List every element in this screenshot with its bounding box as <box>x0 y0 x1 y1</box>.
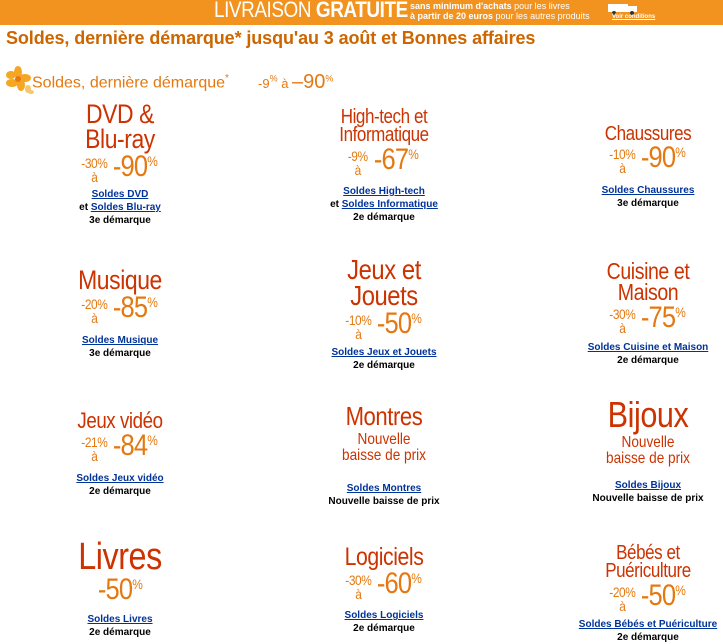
link-soldes-dvd[interactable]: Soldes DVD <box>91 188 149 200</box>
tile-logiciels <box>284 543 484 635</box>
flower-icon <box>6 64 34 98</box>
tile-links <box>20 334 220 347</box>
free-shipping-banner[interactable] <box>0 0 723 25</box>
tile-livres <box>20 536 220 639</box>
discount-range: -50% <box>97 572 143 606</box>
markdown-status: Nouvelle baisse de prix <box>592 493 704 505</box>
link-soldes-jeux-jouets[interactable]: Soldes Jeux et Jouets <box>331 346 437 358</box>
tile-links <box>548 184 723 197</box>
link-soldes-chaussures[interactable]: Soldes Chaussures <box>601 185 695 197</box>
discount-range: -21% à -84% <box>81 429 158 465</box>
category-name: Jeux vidéo <box>77 408 163 433</box>
tile-bijoux <box>548 394 723 505</box>
category-name: Jeux et Jouets <box>347 254 421 311</box>
discount-range: -30% à -60% <box>345 567 422 602</box>
discount-range: -20% à -85% <box>81 290 158 326</box>
page-title: Soldes, dernière démarque* jusqu'au 3 août et Bonnes affaires <box>6 28 536 48</box>
discount-range: -10% à -50% <box>345 306 422 342</box>
tile-links <box>20 613 220 626</box>
tile-montres <box>284 401 484 508</box>
promo-text: Nouvelle baisse de prix <box>342 430 426 464</box>
category-name: Bijoux <box>607 394 689 435</box>
category-name: Bébés et Puériculture <box>605 542 691 583</box>
link-soldes-bijoux[interactable]: Soldes Bijoux <box>614 480 682 492</box>
tile-links <box>284 482 484 495</box>
discount-range: -9% à -67% <box>348 142 418 178</box>
discount-range: -30% à -75% <box>609 301 686 337</box>
markdown-status: 3e démarque <box>89 214 151 226</box>
category-name: DVD & Blu-ray <box>85 99 155 154</box>
link-soldes-livres[interactable]: Soldes Livres <box>87 613 153 625</box>
tile-links: Soldes High-tech et Soldes Informatique <box>330 185 438 210</box>
tile-chaussures <box>548 125 723 210</box>
tile-jeux-video <box>20 408 220 498</box>
banner-headline: LIVRAISON GRATUITE <box>214 0 408 22</box>
category-name: Musique <box>78 265 162 295</box>
markdown-status: Nouvelle baisse de prix <box>328 495 440 507</box>
tile-links: Soldes DVD et Soldes Blu-ray <box>79 188 161 213</box>
tile-dvd-bluray <box>20 99 220 227</box>
tile-links <box>548 341 723 354</box>
discount-range: -10% à -90% <box>609 141 686 177</box>
category-name: Livres <box>78 536 162 578</box>
banner-conditions-text: sans minimum d'achats pour les livres à partir de 20 euros pour les autres produits <box>410 1 590 21</box>
link-soldes-musique[interactable]: Soldes Musique <box>81 334 159 346</box>
markdown-status: 2e démarque <box>617 355 679 367</box>
tile-cuisine-maison <box>548 258 723 367</box>
category-name: Logiciels <box>344 543 424 571</box>
link-soldes-bebes-puericulture[interactable]: Soldes Bébés et Puériculture <box>578 618 718 630</box>
tile-high-tech <box>284 108 484 224</box>
link-soldes-cuisine-maison[interactable]: Soldes Cuisine et Maison <box>587 342 709 354</box>
discount-range: -20% à -50% <box>609 578 686 614</box>
see-conditions-link[interactable]: Voir conditions <box>612 14 656 20</box>
tile-links <box>548 618 723 631</box>
tile-bebes-puericulture <box>548 544 723 644</box>
category-name: Montres <box>345 401 423 431</box>
markdown-status: 3e démarque <box>617 198 679 210</box>
link-soldes-informatique[interactable]: Soldes Informatique <box>341 198 438 210</box>
tile-links <box>20 472 220 485</box>
markdown-status: 3e démarque <box>89 347 151 359</box>
markdown-status: 2e démarque <box>353 211 415 223</box>
tile-links <box>548 479 723 492</box>
section-title: Soldes, dernière démarque* <box>32 73 229 92</box>
link-soldes-high-tech[interactable]: Soldes High-tech <box>343 185 425 197</box>
link-soldes-logiciels[interactable]: Soldes Logiciels <box>344 610 424 621</box>
link-soldes-montres[interactable]: Soldes Montres <box>346 482 422 494</box>
markdown-status: 2e démarque <box>89 486 151 498</box>
link-soldes-jeux-video[interactable]: Soldes Jeux vidéo <box>76 473 164 485</box>
section-discount-range: -9% à –90% <box>258 71 334 93</box>
markdown-status: 2e démarque <box>353 623 415 634</box>
category-name: Cuisine et Maison <box>606 258 690 306</box>
tile-jeux-jouets <box>284 254 484 372</box>
link-soldes-bluray[interactable]: Soldes Blu-ray <box>90 201 161 213</box>
markdown-status: 2e démarque <box>617 631 679 643</box>
tile-links <box>284 346 484 359</box>
discount-range: -30% à -90% <box>81 149 158 185</box>
tile-musique <box>20 265 220 360</box>
tile-links <box>284 609 484 622</box>
markdown-status: 2e démarque <box>353 359 415 371</box>
markdown-status: 2e démarque <box>89 626 151 638</box>
category-name: High-tech et Informatique <box>339 106 429 147</box>
category-name: Chaussures <box>604 123 692 145</box>
promo-text: Nouvelle baisse de prix <box>606 434 690 468</box>
